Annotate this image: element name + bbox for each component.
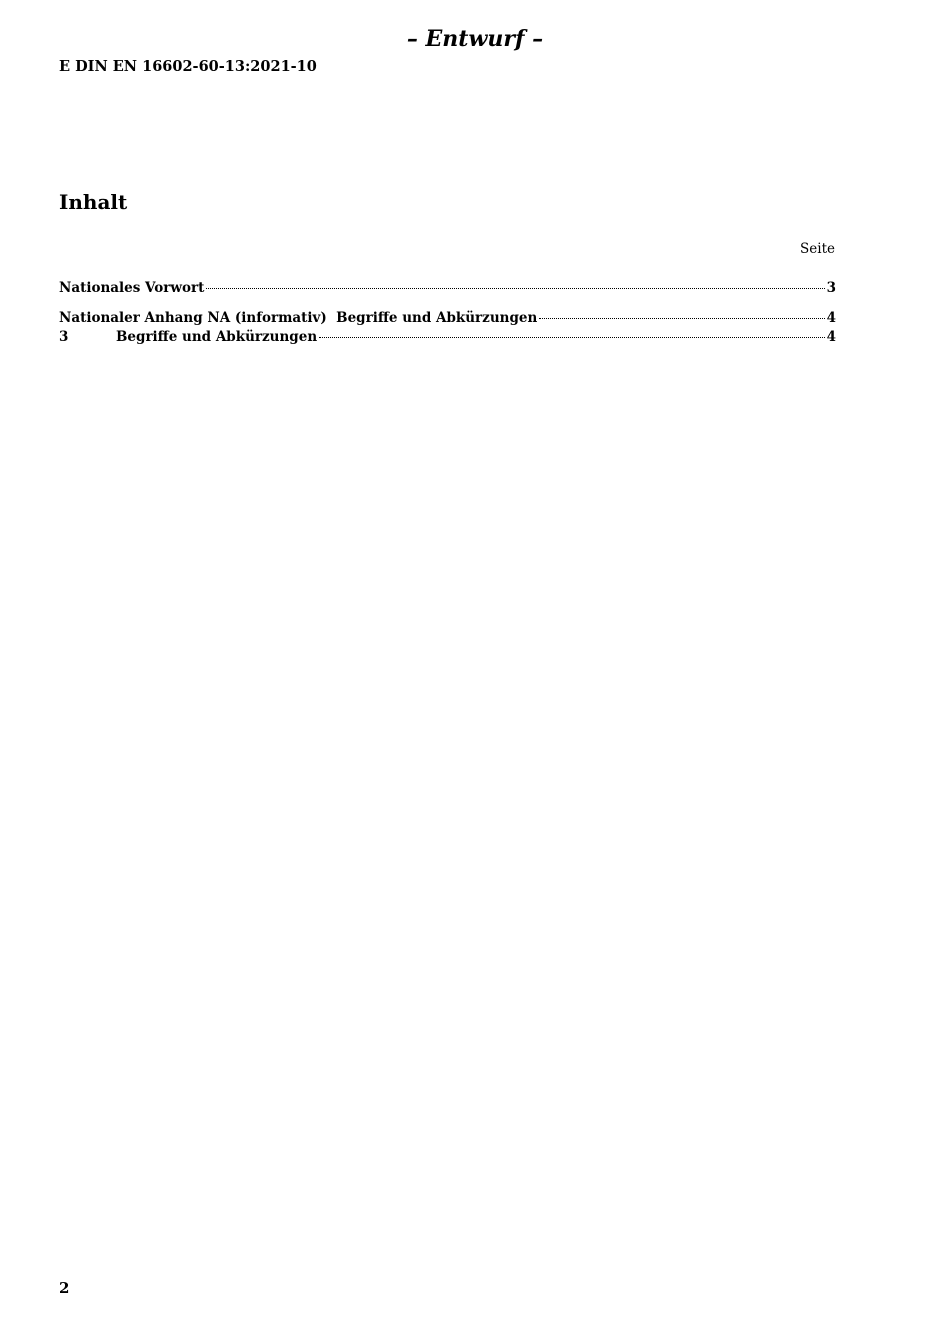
toc-entry-number: 3 — [59, 329, 69, 345]
toc-entry[interactable] — [59, 328, 836, 347]
toc-entry-text: Begriffe und Abkürzungen — [116, 329, 318, 345]
toc-entry[interactable] — [59, 279, 836, 298]
toc-group-foreword — [59, 279, 836, 298]
toc-dot-leader — [206, 288, 824, 289]
page-number: 2 — [59, 1279, 70, 1297]
document-id: E DIN EN 16602-60-13:2021-10 — [59, 58, 317, 75]
toc-entry-text: Nationaler Anhang NA (informativ) Begriffe und Abkürzungen — [59, 310, 538, 326]
toc-entry[interactable] — [59, 309, 836, 328]
toc-group-annex — [59, 309, 836, 347]
toc-entry-page: 4 — [826, 329, 836, 345]
draft-banner: – Entwurf – — [406, 26, 544, 52]
toc-entry-page: 4 — [826, 310, 836, 326]
toc-page-column-label: Seite — [800, 241, 835, 257]
toc-dot-leader — [539, 318, 824, 319]
toc-title: Inhalt — [59, 190, 128, 214]
toc-dot-leader — [319, 337, 824, 338]
toc-entry-text: Nationales Vorwort — [59, 280, 205, 296]
toc-entry-page: 3 — [826, 280, 836, 296]
